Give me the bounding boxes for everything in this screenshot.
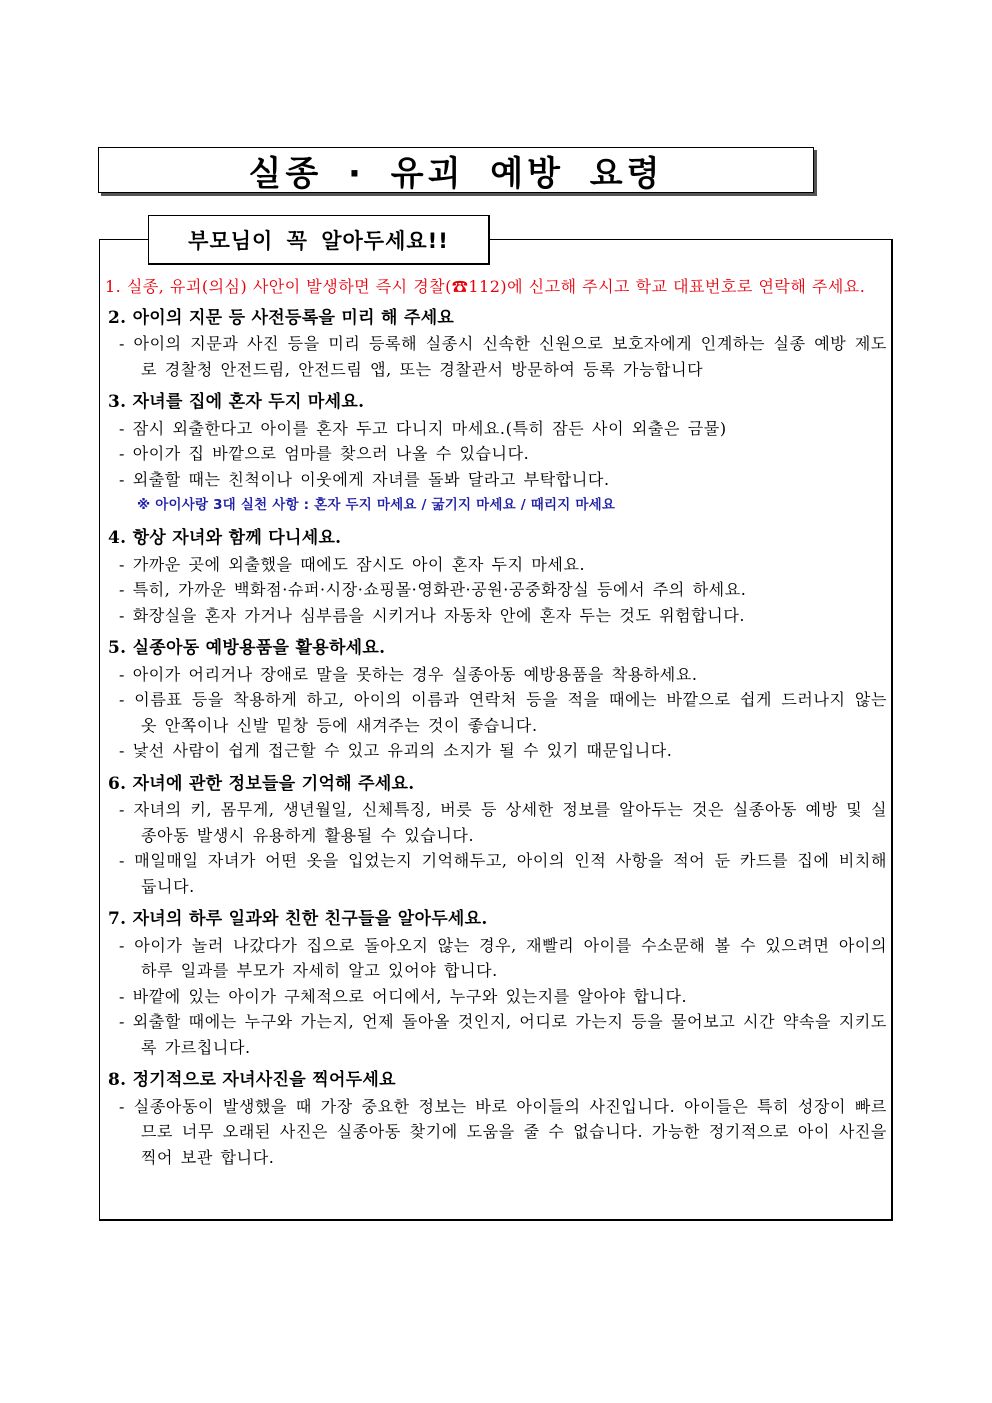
section-8 — [105, 1068, 887, 1170]
bullet-item: - 아이가 집 바깥으로 엄마를 찾으러 나올 수 있습니다. — [119, 444, 530, 463]
bullet-item: - 외출할 때에는 누구와 가는지, 언제 돌아올 것인지, 어디로 가는지 등을 물어보고 시간 약속을 지키도록 가르칩니다. — [119, 1012, 887, 1057]
bullet-item: - 화장실을 혼자 가거나 심부름을 시키거나 자동차 안에 혼자 두는 것도 위험합니다. — [119, 605, 746, 625]
content — [105, 274, 887, 1178]
bullet-item: - 특히, 가까운 백화점·슈퍼·시장·쇼핑몰·영화관·공원·공중화장실 등에서 주의 하세요. — [119, 580, 747, 599]
page-title: 실종 · 유괴 예방 요령 — [248, 153, 664, 194]
alert-text: 1. 실종, 유괴(의심) 사안이 발생하면 즉시 경찰(☎112)에 신고해 주시고 학교 대표번호로 연락해 주세요. — [105, 277, 866, 296]
section-5 — [105, 636, 887, 764]
bullet-item: - 외출할 때는 친척이나 이웃에게 자녀를 돌봐 달라고 부탁합니다. — [119, 469, 610, 489]
practice-note: ※ 아이사랑 3대 실천 사항 : 혼자 두지 마세요 / 굶기지 마세요 / 때리지 마세요 — [137, 497, 616, 513]
section-6 — [105, 772, 887, 900]
bullet-item: - 아이의 지문과 사진 등을 미리 등록해 실종시 신속한 신원으로 보호자에게 인계하는 실종 예방 제도로 경찰청 안전드림, 안전드림 앱, 또는 경찰관서 방문하여 등록 가능합니다 — [119, 334, 887, 379]
section-heading: 4. 항상 자녀와 함께 다니세요. — [108, 528, 342, 548]
section-heading: 5. 실종아동 예방용품을 활용하세요. — [108, 638, 386, 658]
section-heading: 2. 아이의 지문 등 사전등록을 미리 해 주세요 — [108, 307, 455, 328]
section-2 — [105, 306, 887, 383]
section-heading: 6. 자녀에 관한 정보들을 기억해 주세요. — [108, 773, 415, 794]
section-7 — [105, 907, 887, 1060]
bullet-item: - 가까운 곳에 외출했을 때에도 잠시도 아이 혼자 두지 마세요. — [119, 554, 586, 574]
bullet-item: - 바깥에 있는 아이가 구체적으로 어디에서, 누구와 있는지를 알아야 합니다. — [119, 986, 688, 1006]
bullet-item: - 매일매일 자녀가 어떤 옷을 입었는지 기억해두고, 아이의 인적 사항을 적어 둔 카드를 집에 비치해 둡니다. — [119, 851, 887, 896]
bullet-item: - 잠시 외출한다고 아이를 혼자 두고 다니지 마세요.(특히 잠든 사이 외출은 금물) — [119, 418, 727, 438]
section-heading: 8. 정기적으로 자녀사진을 찍어두세요 — [108, 1070, 396, 1090]
bullet-item: - 낯선 사람이 쉽게 접근할 수 있고 유괴의 소지가 될 수 있기 때문입니다. — [119, 741, 673, 760]
subtitle: 부모님이 꼭 알아두세요!! — [188, 228, 449, 253]
bullet-item: - 이름표 등을 착용하게 하고, 아이의 이름과 연락처 등을 적을 때에는 바깥으로 쉽게 드러나지 않는 옷 안쪽이나 신발 밑창 등에 새겨주는 것이 좋습니다. — [119, 690, 887, 735]
section-3 — [105, 390, 887, 518]
alert-section — [105, 274, 887, 300]
section-4 — [105, 526, 887, 628]
bullet-item: - 실종아동이 발생했을 때 가장 중요한 정보는 바로 아이들의 사진입니다. 아이들은 특히 성장이 빠르므로 너무 오래된 사진은 실종아동 찾기에 도움을 줄 수 없습니다. 가능한 정기적으로 아이 사진을 찍어 보관 합니다. — [119, 1096, 887, 1167]
bullet-item: - 아이가 놀러 나갔다가 집으로 돌아오지 않는 경우, 재빨리 아이를 수소문해 볼 수 있으려면 아이의 하루 일과를 부모가 자세히 알고 있어야 합니다. — [119, 935, 887, 980]
section-heading: 7. 자녀의 하루 일과와 친한 친구들을 알아두세요. — [108, 909, 488, 929]
subtitle-tab — [148, 215, 490, 265]
title-box — [98, 147, 814, 193]
bullet-item: - 아이가 어리거나 장애로 말을 못하는 경우 실종아동 예방용품을 착용하세요. — [119, 664, 698, 684]
bullet-item: - 자녀의 키, 몸무게, 생년월일, 신체특징, 버릇 등 상세한 정보를 알아두는 것은 실종아동 예방 및 실종아동 발생시 유용하게 활용될 수 있습니다. — [119, 800, 887, 845]
section-heading: 3. 자녀를 집에 혼자 두지 마세요. — [108, 392, 365, 412]
